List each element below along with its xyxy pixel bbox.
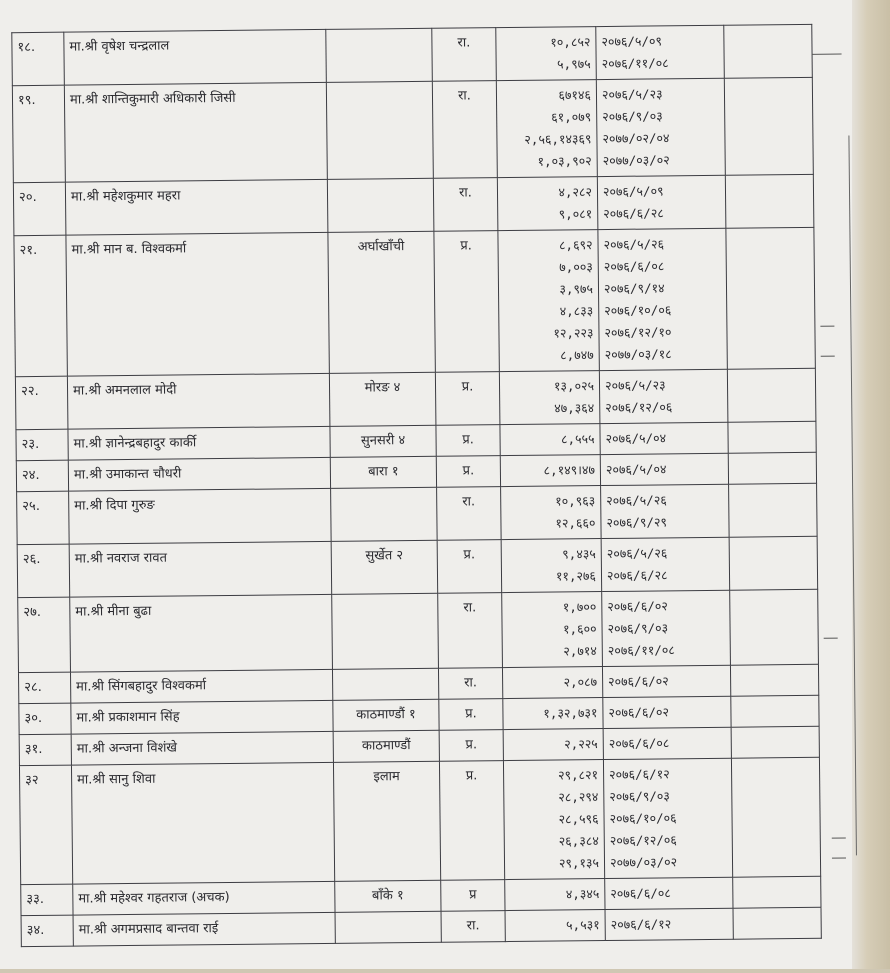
serial-number-cell — [13, 182, 66, 236]
serial-number-cell — [21, 915, 73, 947]
member-name-text: मा.श्री अन्जना विशंखे — [76, 740, 178, 757]
date-value: २०७६/६/०८ — [610, 885, 671, 901]
amounts-cell — [502, 592, 603, 668]
type-text: प्र. — [461, 379, 474, 395]
members-payment-table — [11, 24, 822, 947]
date-value: २०७६/९/०३ — [609, 788, 670, 804]
serial-number-text: १९. — [17, 92, 36, 109]
date-value: २०७६/५/२३ — [601, 86, 663, 103]
date-value: २०७७/०३/०२ — [609, 854, 678, 870]
table-body — [12, 24, 822, 946]
date-value: २०७६/१२/०६ — [609, 832, 677, 848]
dates-cell — [600, 422, 728, 454]
amounts-cell — [497, 177, 598, 231]
amounts-cell — [500, 424, 600, 456]
amount-value: १२,२२३ — [553, 325, 594, 341]
date-value: २०७६/९/०३ — [602, 108, 663, 125]
serial-number-text: ३३. — [26, 891, 45, 908]
type-text: प्र. — [460, 238, 472, 254]
dates-cell — [603, 758, 732, 878]
amount-value: १,३२,७३१ — [543, 705, 598, 721]
margin-tick — [832, 838, 846, 839]
serial-number-cell — [17, 491, 70, 545]
type-text: रा. — [457, 88, 471, 104]
member-name-text: मा.श्री शान्तिकुमारी अधिकारी जिसी — [69, 90, 236, 108]
amounts-cell — [503, 729, 603, 761]
date-value: २०७६/१०/०६ — [604, 302, 672, 319]
member-name-cell — [69, 541, 332, 597]
remarks-cell — [733, 907, 821, 939]
constituency-cell — [333, 699, 439, 731]
type-cell — [441, 880, 505, 912]
amount-value: ५,५३१ — [566, 917, 600, 933]
serial-number-cell — [19, 703, 71, 735]
serial-number-cell — [18, 672, 70, 704]
date-value: २०७६/५/२६ — [606, 492, 667, 509]
type-cell — [437, 487, 502, 541]
paper-edge — [852, 0, 890, 969]
member-name-text: मा.श्री महेश्वर गहतराज (अचक) — [78, 889, 230, 907]
serial-number-text: २०. — [18, 189, 37, 206]
serial-number-cell — [19, 734, 71, 766]
constituency-text: बारा १ — [368, 464, 399, 480]
amount-value: २८,२९४ — [558, 789, 599, 805]
member-name-cell — [64, 82, 327, 182]
serial-number-text: २७. — [23, 604, 42, 621]
member-name-text: मा.श्री महेशकुमार महरा — [70, 188, 181, 205]
dates-cell — [605, 908, 733, 940]
constituency-cell — [326, 81, 433, 179]
serial-number-cell — [12, 32, 65, 86]
remarks-cell — [727, 368, 816, 422]
serial-number-cell — [14, 235, 67, 377]
member-name-text: मा.श्री दिपा गुरुङ — [74, 497, 155, 514]
amount-value: ८,५५५ — [560, 431, 595, 447]
type-text: प्र. — [465, 706, 477, 722]
remarks-cell — [728, 421, 816, 453]
date-value: २०७६/११/०८ — [601, 55, 669, 72]
member-name-cell — [71, 731, 333, 765]
date-value: २०७७/०२/०४ — [602, 130, 670, 147]
amount-value: २८,५९६ — [558, 811, 599, 827]
date-value: २०७६/६/०२ — [607, 598, 668, 615]
amount-value: ८,१४९।४७ — [543, 462, 595, 478]
member-name-text: मा.श्री मान ब. विश्वकर्मा — [71, 241, 187, 258]
constituency-cell — [331, 487, 438, 541]
date-value: २०७६/१२/०६ — [605, 399, 673, 416]
serial-number-text: २१. — [19, 242, 38, 259]
date-value: २०७६/६/०८ — [603, 258, 665, 275]
remarks-cell — [733, 876, 821, 908]
type-cell — [432, 28, 497, 82]
amount-value: १२,६६० — [555, 515, 596, 531]
member-name-cell — [65, 179, 328, 235]
amount-value: ८,६९२ — [558, 237, 593, 253]
dates-cell — [601, 537, 730, 591]
date-value: २०७७/०३/०२ — [602, 152, 670, 169]
type-cell — [438, 593, 503, 669]
member-name-cell — [71, 762, 334, 884]
member-name-cell — [73, 912, 335, 946]
amount-value: १३,०२५ — [553, 378, 595, 394]
member-name-cell — [69, 488, 332, 544]
constituency-text: काठमाण्डौं १ — [356, 707, 416, 723]
amount-value: ४,३४५ — [565, 886, 600, 902]
member-name-text: मा.श्री वृषेश चन्द्रलाल — [69, 38, 170, 55]
amounts-cell — [500, 455, 600, 487]
amounts-cell — [501, 539, 602, 593]
constituency-text: इलाम — [373, 769, 400, 785]
member-name-text: मा.श्री अगमप्रसाद बान्तवा राई — [78, 921, 219, 938]
serial-number-cell — [17, 544, 70, 598]
member-name-text: मा.श्री प्रकाशमान सिंह — [76, 709, 180, 726]
dates-cell — [602, 590, 731, 666]
constituency-cell — [331, 540, 438, 594]
serial-number-text: २४. — [21, 467, 40, 484]
constituency-text: मोरङ ४ — [364, 380, 401, 396]
date-value: २०७६/६/२८ — [606, 567, 668, 584]
amount-value: ६१,०७९ — [551, 109, 592, 125]
amounts-cell — [496, 80, 597, 178]
member-name-text: मा.श्री ज्ञानेन्द्रबहादुर कार्की — [73, 435, 197, 452]
remarks-cell — [724, 77, 813, 175]
type-text: प्र. — [463, 547, 476, 563]
date-value: २०७६/११/०८ — [607, 642, 675, 659]
constituency-cell — [332, 593, 439, 669]
dates-cell — [597, 175, 726, 229]
amounts-cell — [503, 760, 604, 880]
amount-value: २,७१४ — [563, 643, 597, 659]
dates-cell — [596, 25, 725, 79]
type-text: प्र — [469, 887, 477, 903]
amount-value: १,०३,९०२ — [537, 153, 592, 169]
constituency-cell — [326, 28, 433, 82]
type-cell — [436, 425, 500, 457]
member-name-text: मा.श्री अमनलाल मोदी — [72, 382, 177, 399]
date-value: २०७६/५/२६ — [606, 545, 668, 562]
amount-value: ९,०८१ — [558, 206, 593, 222]
amount-value: २९,१३५ — [558, 855, 600, 871]
type-text: प्र. — [465, 768, 478, 784]
dates-cell — [598, 228, 727, 370]
dates-cell — [600, 453, 728, 485]
type-cell — [439, 761, 504, 881]
serial-number-cell — [21, 884, 73, 916]
type-cell — [439, 699, 503, 731]
serial-number-text: २३. — [21, 436, 40, 453]
dates-cell — [603, 696, 731, 728]
serial-number-text: २२. — [20, 383, 39, 400]
constituency-cell — [328, 231, 435, 373]
remarks-cell — [728, 452, 816, 484]
date-value: २०७६/९/०३ — [607, 620, 669, 637]
constituency-cell — [335, 911, 441, 943]
serial-number-text: ३१. — [24, 741, 43, 758]
member-name-cell — [68, 426, 330, 460]
serial-number-text: २५. — [22, 498, 40, 515]
remarks-cell — [730, 589, 819, 665]
amount-value: ११,२७६ — [555, 568, 597, 584]
date-value: २०७६/६/०८ — [608, 735, 670, 751]
amounts-cell — [496, 27, 597, 81]
amount-value: ४,२८२ — [558, 184, 593, 200]
remarks-cell — [730, 664, 818, 696]
table-row — [12, 24, 813, 85]
document-page — [11, 0, 829, 973]
amount-value: १,७०० — [562, 599, 597, 615]
margin-tick — [824, 638, 838, 639]
amount-value: ९,४३५ — [562, 546, 596, 562]
constituency-cell — [329, 372, 436, 426]
amount-value: २,५६,१४३६९ — [524, 131, 592, 147]
member-name-cell — [64, 29, 327, 85]
remarks-cell — [731, 695, 819, 727]
serial-number-text: २६. — [22, 551, 41, 568]
serial-number-cell — [19, 765, 72, 885]
amounts-cell — [502, 667, 602, 699]
amount-value: ४७,३६४ — [554, 400, 595, 416]
constituency-cell — [332, 668, 438, 700]
date-value: २०७६/५/०९ — [602, 183, 664, 200]
amounts-cell — [505, 910, 605, 942]
amount-value: ३,९७५ — [559, 281, 594, 297]
constituency-cell — [333, 730, 439, 762]
type-cell — [434, 231, 499, 373]
constituency-text: बाँके १ — [371, 888, 404, 904]
member-name-cell — [70, 669, 332, 703]
amount-value: ७,००३ — [559, 259, 593, 275]
date-value: २०७६/९/२९ — [606, 514, 668, 531]
table-row — [19, 757, 820, 884]
type-text: रा. — [463, 600, 477, 616]
amount-value: ५,९७५ — [557, 56, 591, 72]
amount-value: १०,९६३ — [555, 493, 596, 509]
member-name-cell — [67, 373, 330, 429]
constituency-cell — [330, 456, 436, 488]
dates-cell — [603, 727, 731, 759]
date-value: २०७६/६/०२ — [608, 673, 669, 689]
serial-number-cell — [18, 597, 71, 673]
type-text: प्र. — [462, 463, 475, 479]
member-name-cell — [73, 881, 335, 915]
remarks-cell — [725, 174, 814, 228]
margin-tick — [832, 858, 846, 859]
type-cell — [438, 668, 502, 700]
table-row — [14, 227, 815, 376]
serial-number-text: ३०. — [24, 710, 43, 727]
amounts-cell — [501, 486, 602, 540]
type-text: रा. — [462, 494, 476, 510]
constituency-cell — [330, 425, 436, 457]
remarks-cell — [731, 726, 819, 758]
table-row — [17, 536, 818, 597]
type-cell — [435, 372, 500, 426]
amounts-cell — [505, 879, 605, 911]
member-name-text: मा.श्री सानु शिवा — [77, 771, 156, 788]
date-value: २०७६/५/२६ — [603, 236, 665, 253]
dates-cell — [599, 369, 728, 423]
remarks-cell — [726, 227, 815, 369]
table-row — [12, 77, 813, 182]
date-value: २०७६/९/१४ — [603, 280, 665, 297]
dates-cell — [596, 78, 725, 176]
member-name-text: मा.श्री मीना बुढा — [75, 603, 152, 620]
date-value: २०७६/६/१२ — [609, 766, 670, 782]
member-name-cell — [66, 232, 329, 376]
table-row — [15, 368, 816, 429]
type-cell — [436, 456, 500, 488]
amount-value: २९,८२१ — [557, 767, 599, 783]
constituency-text: अर्घाखाँची — [357, 239, 405, 255]
serial-number-cell — [16, 460, 68, 492]
table-row — [13, 174, 814, 235]
remarks-cell — [724, 24, 813, 78]
member-name-cell — [71, 700, 333, 734]
dates-cell — [601, 484, 730, 538]
date-value: २०७६/१२/१० — [604, 324, 672, 341]
serial-number-cell — [15, 376, 68, 430]
amount-value: ६७१४६ — [558, 87, 592, 103]
serial-number-text: ३४. — [26, 922, 45, 939]
date-value: २०७६/६/१२ — [610, 916, 672, 932]
amount-value: २,०८७ — [563, 674, 598, 690]
date-value: २०७७/०३/१८ — [604, 346, 672, 363]
table-row — [17, 483, 818, 544]
type-text: रा. — [458, 185, 472, 201]
constituency-text: सुनसरी ४ — [360, 433, 406, 449]
member-name-cell — [68, 457, 330, 491]
constituency-cell — [333, 761, 440, 881]
type-text: रा. — [457, 35, 471, 51]
date-value: २०७६/६/२८ — [603, 205, 664, 222]
serial-number-text: २८. — [24, 679, 42, 696]
type-text: प्र. — [462, 432, 474, 448]
constituency-cell — [335, 880, 441, 912]
type-text: प्र. — [465, 737, 478, 753]
amount-value: २,२२५ — [564, 736, 598, 752]
amount-value: १०,८५२ — [550, 34, 591, 50]
amount-value: ४,८३३ — [559, 303, 594, 319]
serial-number-text: १८. — [17, 39, 36, 56]
margin-tick — [820, 326, 834, 327]
member-name-text: मा.श्री उमाकान्त चौधरी — [73, 466, 182, 483]
amount-value: २६,३८४ — [558, 833, 599, 849]
type-text: रा. — [466, 918, 480, 934]
serial-number-cell — [16, 429, 68, 461]
type-cell — [437, 540, 502, 594]
amount-value: ८,७४७ — [560, 347, 594, 363]
margin-tick — [821, 356, 835, 357]
date-value: २०७६/१०/०६ — [609, 810, 677, 826]
member-name-text: मा.श्री सिंगबहादुर विश्वकर्मा — [76, 678, 207, 695]
date-value: २०७६/५/२३ — [604, 377, 666, 394]
member-name-cell — [70, 594, 333, 672]
constituency-text: काठमाण्डौं — [361, 738, 411, 754]
date-value: २०७६/५/०४ — [605, 461, 667, 478]
member-name-text: मा.श्री नवराज रावत — [74, 550, 168, 567]
type-text: रा. — [464, 675, 478, 691]
type-cell — [441, 911, 505, 943]
amounts-cell — [498, 230, 599, 372]
amounts-cell — [503, 698, 603, 730]
date-value: २०७६/५/०९ — [601, 33, 663, 50]
table-row — [18, 589, 819, 672]
type-cell — [439, 730, 503, 762]
remarks-cell — [731, 757, 820, 877]
date-value: २०७६/५/०४ — [605, 430, 667, 447]
type-cell — [432, 81, 497, 179]
remarks-cell — [729, 483, 818, 537]
date-value: २०७६/६/०२ — [608, 704, 670, 720]
constituency-cell — [327, 178, 434, 232]
constituency-text: सुर्खेत २ — [365, 548, 404, 564]
type-cell — [433, 178, 498, 232]
serial-number-cell — [12, 85, 65, 183]
amounts-cell — [499, 371, 600, 425]
remarks-cell — [729, 536, 818, 590]
amount-value: १,६०० — [562, 621, 597, 637]
serial-number-text: ३२ — [25, 772, 39, 789]
dates-cell — [602, 665, 730, 697]
dates-cell — [605, 877, 733, 909]
